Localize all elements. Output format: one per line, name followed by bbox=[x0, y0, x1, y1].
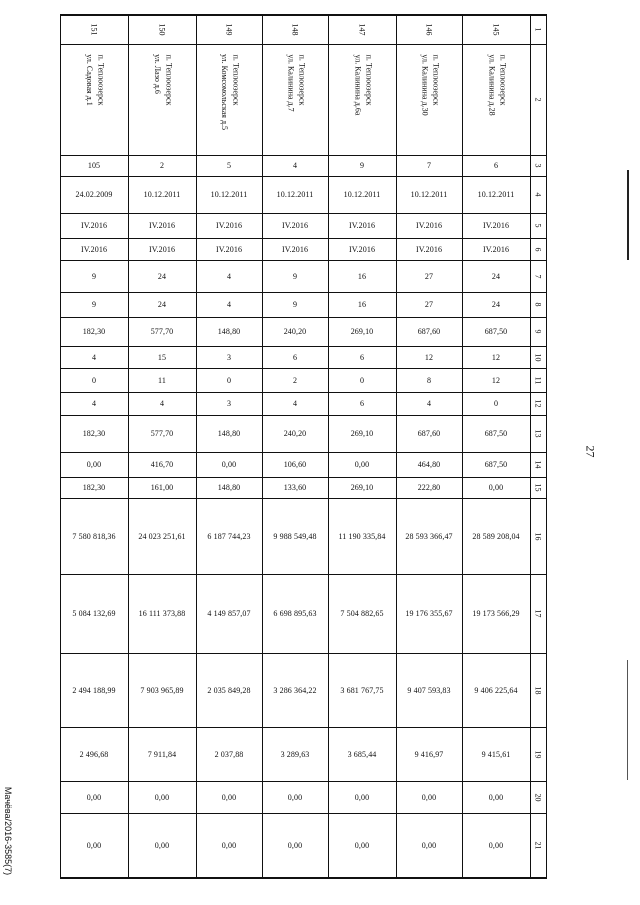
address-street: ул. Комсомольская д.5 bbox=[220, 53, 230, 131]
column-index: 147 bbox=[357, 23, 367, 35]
table-cell: 0,00 bbox=[221, 460, 237, 469]
table-cell: 4 bbox=[226, 300, 232, 309]
table-cell: 133,60 bbox=[283, 483, 307, 492]
table-cell: 9 415,61 bbox=[481, 749, 511, 759]
table-row-border bbox=[60, 44, 547, 45]
table-cell: 24 bbox=[491, 271, 501, 281]
column-index: 151 bbox=[89, 23, 99, 35]
table-cell: 0,00 bbox=[86, 792, 102, 802]
table-cell: 687,50 bbox=[484, 460, 508, 469]
table-cell: IV.2016 bbox=[148, 244, 176, 254]
table-column-border bbox=[530, 14, 531, 877]
table-cell: 0,00 bbox=[154, 792, 170, 802]
table-cell: 269,10 bbox=[350, 327, 374, 336]
address-street: ул. Калинина д.28 bbox=[487, 53, 497, 116]
table-cell: 9 bbox=[91, 271, 97, 281]
table-cell: 9 406 225,64 bbox=[474, 685, 518, 695]
table-cell: 4 bbox=[91, 352, 97, 362]
row-number: 19 bbox=[533, 750, 543, 758]
table-cell: 5 bbox=[226, 161, 232, 170]
table-cell: 5 084 132,69 bbox=[72, 609, 116, 618]
table-cell: 269,10 bbox=[350, 483, 374, 492]
table-cell: 11 190 335,84 bbox=[338, 531, 386, 541]
table-cell: 11 bbox=[158, 375, 166, 385]
address-street: ул. Калинина д.6а bbox=[352, 54, 362, 115]
table-cell: 9 bbox=[91, 300, 97, 309]
table-cell: 3 286 364,22 bbox=[273, 685, 317, 695]
table-cell: 19 173 566,29 bbox=[472, 609, 520, 618]
table-cell: 0,00 bbox=[287, 840, 303, 850]
table-cell: 182,30 bbox=[82, 483, 106, 492]
table-cell: 12 bbox=[491, 375, 501, 385]
column-index: 146 bbox=[424, 23, 434, 35]
table-cell: 577,70 bbox=[150, 327, 174, 336]
table-cell: 0,00 bbox=[354, 460, 370, 469]
table-cell: 24 bbox=[157, 271, 167, 281]
row-number: 21 bbox=[533, 841, 543, 849]
table-cell: 24 023 251,61 bbox=[138, 531, 186, 541]
scan-edge-mark bbox=[627, 170, 629, 260]
row-number: 9 bbox=[533, 329, 543, 334]
row-number: 3 bbox=[533, 163, 543, 168]
address-street: ул. Садовая д.1 bbox=[84, 54, 94, 106]
table-cell: 2 bbox=[159, 161, 165, 170]
table-cell: 161,00 bbox=[150, 483, 174, 492]
table-cell: IV.2016 bbox=[415, 244, 443, 254]
address-settlement: п. Теплоозерск bbox=[95, 54, 105, 105]
table-cell: 6 bbox=[292, 352, 298, 362]
table-cell: 0,00 bbox=[86, 460, 102, 469]
table-cell: 0,00 bbox=[421, 792, 437, 802]
table-row-border bbox=[60, 877, 547, 879]
table-cell: 148,80 bbox=[217, 429, 241, 438]
table-cell: 6 bbox=[359, 352, 365, 362]
table-cell: 0,00 bbox=[488, 840, 504, 850]
table-cell: 0,00 bbox=[354, 840, 370, 850]
table-cell: 3 289,63 bbox=[280, 749, 310, 759]
table-cell: 4 bbox=[226, 271, 232, 281]
table-cell: IV.2016 bbox=[348, 221, 376, 230]
table-cell: 0,00 bbox=[221, 840, 237, 850]
table-cell: 6 187 744,23 bbox=[207, 531, 251, 541]
table-cell: 3 685,44 bbox=[347, 749, 377, 759]
table-cell: 0,00 bbox=[354, 792, 370, 802]
table-cell: 27 bbox=[424, 271, 434, 281]
table-cell: 6 698 895,63 bbox=[273, 609, 317, 618]
table-cell: 24 bbox=[157, 300, 167, 309]
table-cell: IV.2016 bbox=[281, 221, 309, 230]
table-cell: 0,00 bbox=[154, 840, 170, 850]
address-street: ул. Калинина д.30 bbox=[420, 53, 430, 116]
table-cell: 28 593 366,47 bbox=[405, 531, 453, 541]
table-cell: 2 035 849,28 bbox=[207, 685, 251, 695]
row-number: 13 bbox=[533, 429, 543, 438]
row-number: 20 bbox=[533, 793, 543, 801]
column-index: 149 bbox=[224, 23, 234, 35]
table-cell: 7 911,84 bbox=[147, 749, 177, 759]
table-cell: 4 bbox=[292, 399, 298, 408]
table-cell: IV.2016 bbox=[482, 221, 510, 230]
table-cell: 16 bbox=[357, 271, 367, 281]
table-cell: 9 416,97 bbox=[414, 749, 444, 759]
address-settlement: п. Теплоозерск bbox=[430, 54, 440, 105]
table-cell: 148,80 bbox=[217, 327, 241, 336]
table-cell: 24 bbox=[491, 300, 501, 309]
address-street: ул. Калинина д.7 bbox=[286, 53, 296, 112]
table-cell: IV.2016 bbox=[80, 244, 108, 254]
row-number: 10 bbox=[533, 353, 543, 361]
row-number: 5 bbox=[533, 223, 543, 228]
table-cell: 3 bbox=[226, 399, 232, 408]
row-number: 14 bbox=[533, 460, 543, 469]
table-cell: 0,00 bbox=[488, 792, 504, 802]
table-cell: 10.12.2011 bbox=[276, 190, 314, 199]
table-cell: IV.2016 bbox=[348, 244, 376, 254]
table-cell: 269,10 bbox=[350, 429, 374, 438]
row-number: 1 bbox=[533, 27, 543, 31]
table-cell: 8 bbox=[426, 375, 432, 385]
table-cell: 577,70 bbox=[150, 429, 174, 438]
table-cell: 16 111 373,88 bbox=[138, 609, 186, 618]
table-cell: 416,70 bbox=[150, 460, 174, 469]
table-cell: 4 bbox=[292, 161, 298, 170]
row-number: 16 bbox=[533, 532, 543, 540]
table-cell: 0,00 bbox=[488, 483, 504, 492]
table-cell: 0,00 bbox=[421, 840, 437, 850]
page-number: 27 bbox=[583, 445, 598, 458]
table-cell: 687,60 bbox=[417, 327, 441, 336]
table-cell: 0 bbox=[493, 399, 499, 408]
table-cell: 3 bbox=[226, 352, 232, 362]
address-street: ул. Лазо д.6 bbox=[152, 54, 162, 94]
table-cell: 7 580 818,36 bbox=[72, 531, 116, 541]
row-number: 12 bbox=[533, 399, 543, 408]
table-cell: 7 bbox=[426, 161, 432, 170]
scan-edge-mark bbox=[627, 660, 628, 780]
table-cell: 0,00 bbox=[86, 840, 102, 850]
row-number: 6 bbox=[533, 247, 543, 251]
table-cell: 6 bbox=[359, 399, 365, 408]
table-cell: 4 bbox=[426, 399, 432, 408]
table-cell: 12 bbox=[491, 352, 501, 362]
table-cell: 0 bbox=[359, 375, 365, 385]
table-cell: 182,30 bbox=[82, 429, 106, 438]
column-index: 145 bbox=[491, 23, 501, 35]
table-cell: 2 bbox=[292, 375, 298, 385]
table-cell: IV.2016 bbox=[80, 221, 108, 230]
side-stamp: Мачёва/2016-3585(7) bbox=[3, 786, 14, 876]
table-cell: 9 988 549,48 bbox=[273, 531, 317, 541]
table-cell: 105 bbox=[87, 161, 101, 170]
table-cell: 10.12.2011 bbox=[477, 190, 515, 199]
table-cell: 240,20 bbox=[283, 429, 307, 438]
table-cell: IV.2016 bbox=[215, 244, 243, 254]
table-cell: 10.12.2011 bbox=[210, 190, 248, 199]
table-row-border bbox=[60, 14, 547, 16]
table-cell: IV.2016 bbox=[215, 221, 243, 230]
table-cell: 12 bbox=[424, 352, 434, 362]
table-cell: 7 903 965,89 bbox=[140, 685, 184, 695]
table-cell: 687,50 bbox=[484, 429, 508, 438]
table-cell: 9 bbox=[292, 300, 298, 309]
table-cell: 10.12.2011 bbox=[143, 190, 181, 199]
table-cell: 4 149 857,07 bbox=[207, 609, 251, 618]
table-cell: 2 494 188,99 bbox=[72, 685, 116, 695]
row-number: 17 bbox=[533, 609, 543, 618]
column-index: 148 bbox=[290, 23, 300, 35]
table-cell: 7 504 882,65 bbox=[340, 609, 384, 618]
table-cell: 0 bbox=[91, 375, 97, 385]
address-settlement: п. Теплоозерск bbox=[363, 54, 373, 105]
table-cell: 9 407 593,83 bbox=[407, 685, 451, 695]
row-number: 11 bbox=[533, 376, 543, 384]
table-cell: IV.2016 bbox=[148, 221, 176, 230]
table-cell: 182,30 bbox=[82, 327, 106, 336]
address-settlement: п. Теплоозерск bbox=[163, 54, 173, 105]
table-column-border bbox=[546, 14, 547, 877]
row-number: 15 bbox=[533, 483, 543, 492]
table-cell: 222,80 bbox=[417, 483, 441, 492]
table-cell: 27 bbox=[424, 300, 434, 309]
table-cell: 0,00 bbox=[221, 792, 237, 802]
table-cell: 240,20 bbox=[283, 327, 307, 336]
table-cell: 16 bbox=[357, 300, 367, 309]
address-settlement: п. Теплоозерск bbox=[296, 54, 306, 105]
table-cell: 2 496,68 bbox=[79, 749, 109, 759]
table-cell: 2 037,88 bbox=[214, 749, 244, 759]
table-cell: 19 176 355,67 bbox=[405, 609, 453, 618]
table-cell: 4 bbox=[159, 399, 165, 408]
table-cell: IV.2016 bbox=[415, 221, 443, 230]
table-cell: 6 bbox=[493, 161, 499, 170]
table-cell: 9 bbox=[359, 161, 365, 170]
address-settlement: п. Теплоозерск bbox=[497, 54, 507, 105]
table-cell: 464,80 bbox=[417, 460, 441, 469]
row-number: 2 bbox=[533, 97, 543, 102]
row-number: 4 bbox=[533, 192, 543, 197]
row-number: 7 bbox=[533, 274, 543, 278]
table-cell: 24.02.2009 bbox=[75, 190, 113, 199]
table-cell: 687,60 bbox=[417, 429, 441, 438]
table-cell: 148,80 bbox=[217, 483, 241, 492]
address-settlement: п. Теплоозерск bbox=[230, 54, 240, 105]
row-number: 8 bbox=[533, 302, 543, 307]
table-cell: 0,00 bbox=[287, 792, 303, 802]
table-cell: 0 bbox=[226, 375, 232, 385]
table-cell: 9 bbox=[292, 271, 298, 281]
table-cell: 3 681 767,75 bbox=[340, 685, 384, 695]
table-cell: IV.2016 bbox=[281, 244, 309, 254]
column-index: 150 bbox=[157, 23, 167, 35]
table-cell: IV.2016 bbox=[482, 244, 510, 254]
table-cell: 15 bbox=[157, 352, 167, 362]
table-cell: 106,60 bbox=[283, 460, 307, 469]
row-number: 18 bbox=[533, 686, 543, 694]
table-cell: 10.12.2011 bbox=[410, 190, 448, 199]
table-cell: 4 bbox=[91, 399, 97, 408]
table-cell: 10.12.2011 bbox=[343, 190, 381, 199]
table-cell: 687,50 bbox=[484, 327, 508, 336]
table-cell: 28 589 208,04 bbox=[472, 531, 520, 541]
